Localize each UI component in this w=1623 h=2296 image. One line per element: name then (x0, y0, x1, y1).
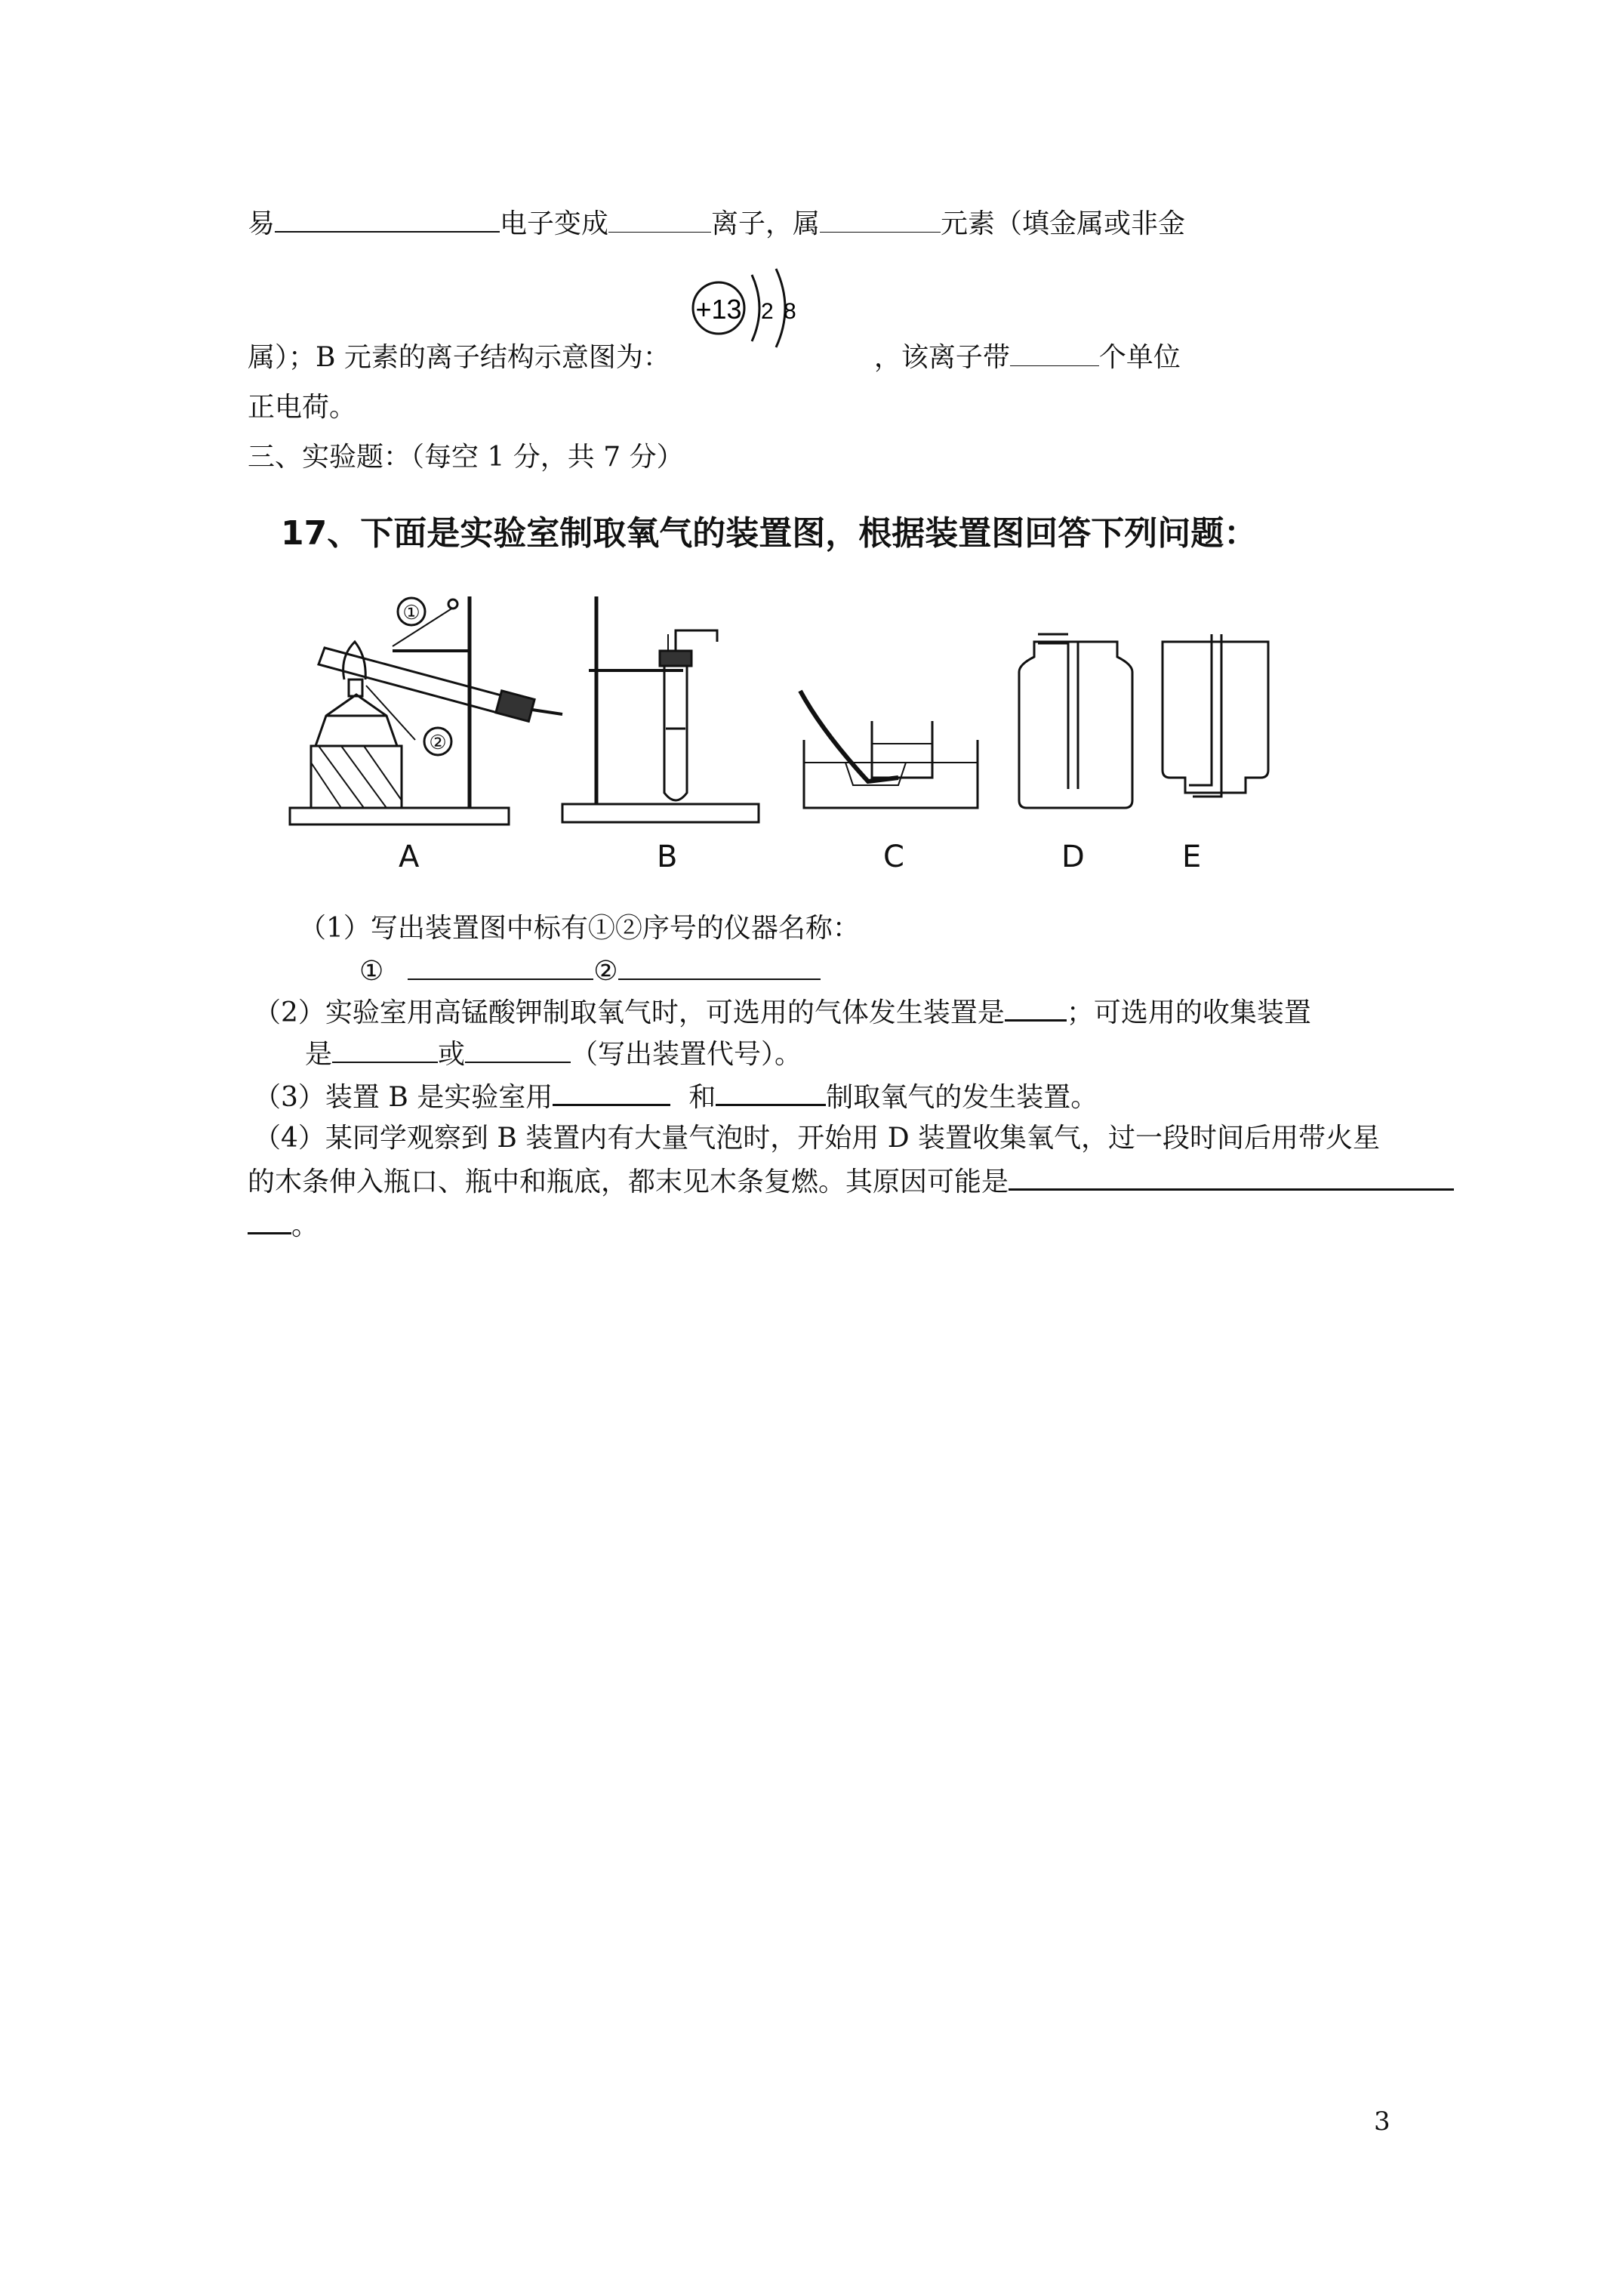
apparatus-c (800, 691, 978, 808)
delivery-tube-c (800, 691, 898, 781)
stopper-a (496, 691, 534, 722)
text: 和 (688, 1082, 716, 1113)
label-c: C (883, 840, 904, 874)
q16-line-3: 正电荷。 (248, 392, 357, 423)
gas-bottle-d (1019, 642, 1132, 808)
test-tube-b (664, 661, 687, 800)
answer-blank[interactable] (1010, 340, 1099, 366)
shell-1-count: 2 (761, 299, 774, 324)
text: （2）实验室用高锰酸钾制取氧气时，可选用的气体发生装置是 (254, 997, 1005, 1028)
answer-blank[interactable] (1009, 1163, 1454, 1191)
q17-part1-answers (359, 953, 821, 990)
q17-part1: （1）写出装置图中标有①②序号的仪器名称： (299, 913, 860, 944)
text: 属）；B 元素的离子结构示意图为： (248, 342, 670, 373)
label-e: E (1182, 840, 1202, 874)
answer-blank[interactable] (1005, 994, 1067, 1022)
answer-blank-1[interactable] (408, 953, 593, 980)
apparatus-figure (272, 581, 1321, 883)
marker-2-answer: ② (593, 956, 618, 987)
stand-base-a (290, 808, 509, 824)
q17-part2-line1 (254, 994, 1311, 1031)
tube-e (1189, 634, 1221, 797)
marker-2: ② (429, 731, 447, 754)
text: 是 (305, 1039, 333, 1070)
delivery-tube-b (676, 630, 717, 651)
text: 易 (248, 208, 276, 239)
page-number: 3 (1374, 2106, 1390, 2137)
text: （写出装置代号）。 (571, 1039, 802, 1070)
q17-part2-line2 (305, 1036, 802, 1073)
section-heading: 三、实验题：（每空 1 分，共 7 分） (248, 442, 684, 473)
text: 。 (291, 1210, 319, 1241)
q16-line-1 (248, 205, 1185, 242)
answer-blank[interactable] (465, 1036, 571, 1063)
q17-part4-line3 (248, 1207, 319, 1244)
answer-blank-continued[interactable] (248, 1207, 291, 1234)
alcohol-lamp (316, 695, 397, 746)
marker-1: ① (402, 601, 420, 624)
shell-2-count: 8 (784, 299, 796, 324)
shell-arc-1 (752, 275, 759, 341)
q17-title: 17、下面是实验室制取氧气的装置图，根据装置图回答下列问题： (281, 514, 1258, 553)
text: 个单位 (1098, 342, 1181, 373)
answer-blank[interactable] (332, 1036, 438, 1063)
text: ；可选用的收集装置 (1066, 997, 1311, 1028)
water-trough (804, 740, 978, 808)
answer-blank[interactable] (275, 205, 500, 233)
stand-base-b (562, 804, 759, 822)
marker-1-answer: ① (359, 956, 384, 987)
answer-blank[interactable] (608, 206, 711, 233)
apparatus-e (1163, 634, 1268, 797)
nucleus-charge: +13 (695, 294, 742, 325)
label-a: A (399, 840, 420, 874)
text: （3）装置 B 是实验室用 (254, 1082, 553, 1113)
lamp-wick (349, 680, 362, 696)
gas-bottle-e (1163, 642, 1268, 793)
text: 元素（填金属或非金 (941, 208, 1186, 239)
apparatus-b (562, 596, 759, 822)
q17-part3 (254, 1078, 1098, 1116)
text: 的木条伸入瓶口、瓶中和瓶底，都末见木条复燃。其原因可能是 (248, 1166, 1009, 1197)
text: 制取氧气的发生装置。 (826, 1082, 1098, 1113)
text: 或 (438, 1039, 466, 1070)
answer-blank[interactable] (716, 1078, 826, 1106)
apparatus-d (1019, 634, 1132, 808)
q16-line-2 (248, 340, 1181, 376)
q17-part4-line2 (248, 1163, 1454, 1200)
label-b: B (657, 840, 678, 874)
text: ，该离子带 (873, 342, 1010, 373)
answer-blank[interactable] (820, 206, 941, 233)
tube-d (1068, 642, 1078, 789)
q17-part4-line1: （4）某同学观察到 B 装置内有大量气泡时，开始用 D 装置收集氧气，过一段时间后用带火星 (254, 1123, 1380, 1154)
label-d: D (1061, 840, 1085, 874)
answer-blank[interactable] (553, 1078, 670, 1106)
gas-bottle-c (872, 721, 932, 778)
apparatus-a (290, 596, 562, 824)
text: 离子，属 (711, 208, 821, 239)
text: 电子变成 (500, 208, 609, 239)
answer-blank-2[interactable] (618, 953, 821, 980)
